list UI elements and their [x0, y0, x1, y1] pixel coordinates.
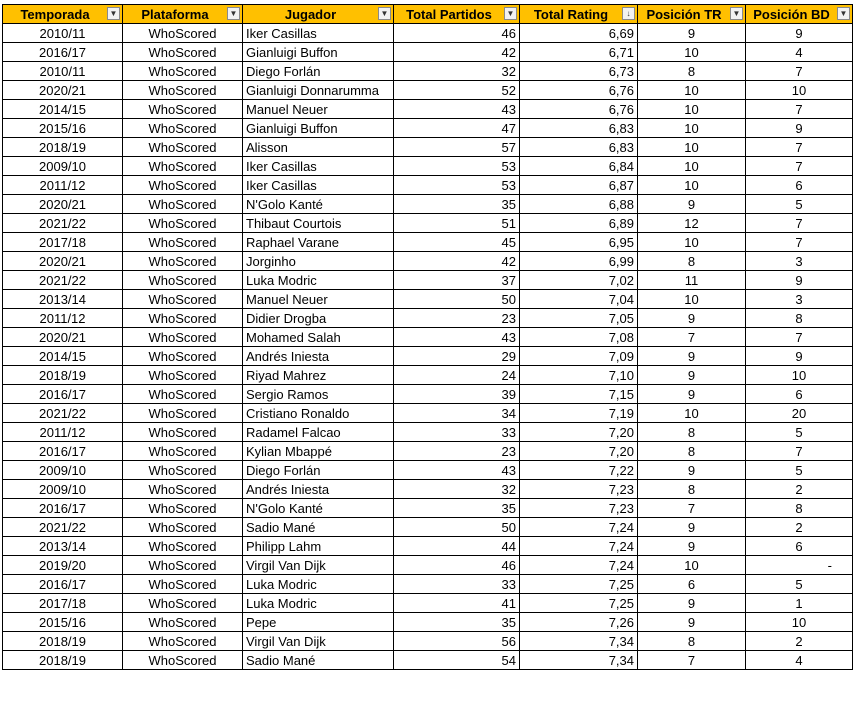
- plataforma-cell[interactable]: WhoScored: [123, 214, 243, 233]
- plataforma-cell[interactable]: WhoScored: [123, 81, 243, 100]
- total-partidos-cell[interactable]: 24: [394, 366, 520, 385]
- plataforma-cell[interactable]: WhoScored: [123, 119, 243, 138]
- table-row: [3, 138, 853, 157]
- table-row: [3, 309, 853, 328]
- plataforma-cell[interactable]: WhoScored: [123, 556, 243, 575]
- table-row: [3, 461, 853, 480]
- temporada-cell[interactable]: 2019/20: [3, 556, 123, 575]
- jugador-cell[interactable]: Pepe: [243, 613, 394, 632]
- total-rating-cell[interactable]: 7,20: [520, 423, 638, 442]
- total-partidos-cell[interactable]: 23: [394, 442, 520, 461]
- filter-dropdown-icon[interactable]: ▼: [378, 7, 391, 20]
- column-header-jugador: [243, 5, 394, 24]
- column-header-label: Posición TR: [646, 6, 722, 22]
- total-partidos-cell[interactable]: 43: [394, 100, 520, 119]
- plataforma-cell[interactable]: WhoScored: [123, 480, 243, 499]
- posicion-bd-cell[interactable]: 9: [746, 24, 853, 43]
- total-partidos-cell[interactable]: 53: [394, 157, 520, 176]
- total-rating-cell[interactable]: 7,04: [520, 290, 638, 309]
- header-row: [3, 5, 853, 24]
- temporada-cell[interactable]: 2016/17: [3, 499, 123, 518]
- posicion-bd-cell[interactable]: 5: [746, 195, 853, 214]
- total-rating-cell[interactable]: 6,83: [520, 119, 638, 138]
- table-row: [3, 518, 853, 537]
- plataforma-cell[interactable]: WhoScored: [123, 157, 243, 176]
- total-rating-cell[interactable]: 7,34: [520, 632, 638, 651]
- temporada-cell[interactable]: 2015/16: [3, 613, 123, 632]
- plataforma-cell[interactable]: WhoScored: [123, 385, 243, 404]
- posicion-tr-cell[interactable]: 9: [638, 195, 746, 214]
- total-partidos-cell[interactable]: 54: [394, 651, 520, 670]
- plataforma-cell[interactable]: WhoScored: [123, 499, 243, 518]
- jugador-cell[interactable]: Philipp Lahm: [243, 537, 394, 556]
- filter-dropdown-icon[interactable]: ▼: [227, 7, 240, 20]
- plataforma-cell[interactable]: WhoScored: [123, 138, 243, 157]
- jugador-cell[interactable]: Diego Forlán: [243, 62, 394, 81]
- posicion-bd-cell[interactable]: 2: [746, 632, 853, 651]
- total-rating-cell[interactable]: 7,25: [520, 575, 638, 594]
- temporada-cell[interactable]: 2009/10: [3, 461, 123, 480]
- temporada-cell[interactable]: 2010/11: [3, 62, 123, 81]
- total-rating-cell[interactable]: 6,83: [520, 138, 638, 157]
- total-partidos-cell[interactable]: 32: [394, 62, 520, 81]
- posicion-tr-cell[interactable]: 10: [638, 233, 746, 252]
- total-rating-cell[interactable]: 7,08: [520, 328, 638, 347]
- total-rating-cell[interactable]: 7,24: [520, 518, 638, 537]
- posicion-bd-cell[interactable]: 5: [746, 575, 853, 594]
- column-header-total-partidos: [394, 5, 520, 24]
- posicion-bd-cell[interactable]: 7: [746, 157, 853, 176]
- temporada-cell[interactable]: 2021/22: [3, 404, 123, 423]
- jugador-cell[interactable]: Alisson: [243, 138, 394, 157]
- plataforma-cell[interactable]: WhoScored: [123, 518, 243, 537]
- jugador-cell[interactable]: Sadio Mané: [243, 518, 394, 537]
- total-partidos-cell[interactable]: 51: [394, 214, 520, 233]
- filter-dropdown-icon[interactable]: ▼: [837, 7, 850, 20]
- jugador-cell[interactable]: Luka Modric: [243, 594, 394, 613]
- table-row: [3, 613, 853, 632]
- plataforma-cell[interactable]: WhoScored: [123, 461, 243, 480]
- posicion-bd-cell[interactable]: 10: [746, 366, 853, 385]
- posicion-bd-cell[interactable]: 6: [746, 176, 853, 195]
- jugador-cell[interactable]: Manuel Neuer: [243, 100, 394, 119]
- plataforma-cell[interactable]: WhoScored: [123, 537, 243, 556]
- posicion-tr-cell[interactable]: 9: [638, 537, 746, 556]
- plataforma-cell[interactable]: WhoScored: [123, 252, 243, 271]
- total-partidos-cell[interactable]: 34: [394, 404, 520, 423]
- total-rating-cell[interactable]: 7,10: [520, 366, 638, 385]
- total-partidos-cell[interactable]: 39: [394, 385, 520, 404]
- total-rating-cell[interactable]: 7,24: [520, 556, 638, 575]
- table-row: [3, 100, 853, 119]
- posicion-bd-cell[interactable]: 7: [746, 233, 853, 252]
- total-rating-cell[interactable]: 7,23: [520, 499, 638, 518]
- total-rating-cell[interactable]: 6,69: [520, 24, 638, 43]
- posicion-bd-cell[interactable]: -: [746, 556, 853, 575]
- plataforma-cell[interactable]: WhoScored: [123, 290, 243, 309]
- jugador-cell[interactable]: Virgil Van Dijk: [243, 632, 394, 651]
- jugador-cell[interactable]: Gianluigi Buffon: [243, 119, 394, 138]
- posicion-tr-cell[interactable]: 9: [638, 461, 746, 480]
- posicion-tr-cell[interactable]: 10: [638, 556, 746, 575]
- temporada-cell[interactable]: 2011/12: [3, 176, 123, 195]
- posicion-bd-cell[interactable]: 6: [746, 385, 853, 404]
- posicion-tr-cell[interactable]: 9: [638, 309, 746, 328]
- table-body: [3, 24, 853, 670]
- posicion-tr-cell[interactable]: 10: [638, 43, 746, 62]
- table-row: [3, 404, 853, 423]
- plataforma-cell[interactable]: WhoScored: [123, 442, 243, 461]
- total-partidos-cell[interactable]: 45: [394, 233, 520, 252]
- table-row: [3, 119, 853, 138]
- table-row: [3, 157, 853, 176]
- total-partidos-cell[interactable]: 44: [394, 537, 520, 556]
- posicion-tr-cell[interactable]: 10: [638, 404, 746, 423]
- posicion-tr-cell[interactable]: 9: [638, 613, 746, 632]
- jugador-cell[interactable]: Iker Casillas: [243, 157, 394, 176]
- jugador-cell[interactable]: Jorginho: [243, 252, 394, 271]
- posicion-bd-cell[interactable]: 3: [746, 290, 853, 309]
- table-row: [3, 347, 853, 366]
- plataforma-cell[interactable]: WhoScored: [123, 632, 243, 651]
- total-rating-cell[interactable]: 6,89: [520, 214, 638, 233]
- posicion-bd-cell[interactable]: 8: [746, 499, 853, 518]
- plataforma-cell[interactable]: WhoScored: [123, 100, 243, 119]
- posicion-tr-cell[interactable]: 7: [638, 499, 746, 518]
- plataforma-cell[interactable]: WhoScored: [123, 43, 243, 62]
- temporada-cell[interactable]: 2016/17: [3, 575, 123, 594]
- plataforma-cell[interactable]: WhoScored: [123, 613, 243, 632]
- total-rating-cell[interactable]: 7,23: [520, 480, 638, 499]
- jugador-cell[interactable]: Andrés Iniesta: [243, 347, 394, 366]
- total-rating-cell[interactable]: 7,09: [520, 347, 638, 366]
- temporada-cell[interactable]: 2010/11: [3, 24, 123, 43]
- total-partidos-cell[interactable]: 43: [394, 328, 520, 347]
- total-partidos-cell[interactable]: 35: [394, 613, 520, 632]
- posicion-bd-cell[interactable]: 7: [746, 100, 853, 119]
- temporada-cell[interactable]: 2020/21: [3, 81, 123, 100]
- jugador-cell[interactable]: Sergio Ramos: [243, 385, 394, 404]
- posicion-tr-cell[interactable]: 8: [638, 423, 746, 442]
- posicion-tr-cell[interactable]: 10: [638, 138, 746, 157]
- total-rating-cell[interactable]: 7,02: [520, 271, 638, 290]
- plataforma-cell[interactable]: WhoScored: [123, 309, 243, 328]
- table-row: [3, 233, 853, 252]
- posicion-tr-cell[interactable]: 8: [638, 480, 746, 499]
- temporada-cell[interactable]: 2018/19: [3, 651, 123, 670]
- jugador-cell[interactable]: Radamel Falcao: [243, 423, 394, 442]
- table-row: [3, 214, 853, 233]
- posicion-tr-cell[interactable]: 9: [638, 24, 746, 43]
- plataforma-cell[interactable]: WhoScored: [123, 404, 243, 423]
- table-row: [3, 594, 853, 613]
- jugador-cell[interactable]: Riyad Mahrez: [243, 366, 394, 385]
- column-header-plataforma: [123, 5, 243, 24]
- posicion-tr-cell[interactable]: 10: [638, 176, 746, 195]
- jugador-cell[interactable]: N'Golo Kanté: [243, 195, 394, 214]
- total-rating-cell[interactable]: 6,95: [520, 233, 638, 252]
- jugador-cell[interactable]: N'Golo Kanté: [243, 499, 394, 518]
- table-row: [3, 537, 853, 556]
- table-row: [3, 252, 853, 271]
- total-partidos-cell[interactable]: 43: [394, 461, 520, 480]
- jugador-cell[interactable]: Diego Forlán: [243, 461, 394, 480]
- posicion-bd-cell[interactable]: 9: [746, 347, 853, 366]
- plataforma-cell[interactable]: WhoScored: [123, 24, 243, 43]
- posicion-bd-cell[interactable]: 10: [746, 81, 853, 100]
- temporada-cell[interactable]: 2017/18: [3, 233, 123, 252]
- table-row: [3, 195, 853, 214]
- posicion-bd-cell[interactable]: 1: [746, 594, 853, 613]
- total-rating-cell[interactable]: 7,24: [520, 537, 638, 556]
- posicion-bd-cell[interactable]: 3: [746, 252, 853, 271]
- total-partidos-cell[interactable]: 50: [394, 290, 520, 309]
- temporada-cell[interactable]: 2013/14: [3, 290, 123, 309]
- plataforma-cell[interactable]: WhoScored: [123, 423, 243, 442]
- posicion-bd-cell[interactable]: 4: [746, 43, 853, 62]
- posicion-tr-cell[interactable]: 8: [638, 62, 746, 81]
- total-partidos-cell[interactable]: 33: [394, 423, 520, 442]
- plataforma-cell[interactable]: WhoScored: [123, 176, 243, 195]
- posicion-bd-cell[interactable]: 9: [746, 119, 853, 138]
- table-row: [3, 366, 853, 385]
- jugador-cell[interactable]: Virgil Van Dijk: [243, 556, 394, 575]
- posicion-bd-cell[interactable]: 7: [746, 328, 853, 347]
- column-header-posicion-bd: [746, 5, 853, 24]
- table-row: [3, 575, 853, 594]
- posicion-tr-cell[interactable]: 9: [638, 347, 746, 366]
- table-row: [3, 480, 853, 499]
- plataforma-cell[interactable]: WhoScored: [123, 366, 243, 385]
- jugador-cell[interactable]: Gianluigi Buffon: [243, 43, 394, 62]
- total-rating-cell[interactable]: 7,22: [520, 461, 638, 480]
- total-partidos-cell[interactable]: 41: [394, 594, 520, 613]
- total-partidos-cell[interactable]: 35: [394, 195, 520, 214]
- total-partidos-cell[interactable]: 52: [394, 81, 520, 100]
- plataforma-cell[interactable]: WhoScored: [123, 233, 243, 252]
- table-row: [3, 442, 853, 461]
- posicion-bd-cell[interactable]: 5: [746, 461, 853, 480]
- table-row: [3, 423, 853, 442]
- plataforma-cell[interactable]: WhoScored: [123, 62, 243, 81]
- posicion-tr-cell[interactable]: 11: [638, 271, 746, 290]
- jugador-cell[interactable]: Sadio Mané: [243, 651, 394, 670]
- posicion-tr-cell[interactable]: 12: [638, 214, 746, 233]
- ratings-table: [2, 4, 853, 670]
- total-partidos-cell[interactable]: 35: [394, 499, 520, 518]
- total-partidos-cell[interactable]: 46: [394, 24, 520, 43]
- table-row: [3, 24, 853, 43]
- plataforma-cell[interactable]: WhoScored: [123, 347, 243, 366]
- column-header-label: Jugador: [284, 6, 337, 22]
- jugador-cell[interactable]: Manuel Neuer: [243, 290, 394, 309]
- total-partidos-cell[interactable]: 46: [394, 556, 520, 575]
- total-partidos-cell[interactable]: 33: [394, 575, 520, 594]
- jugador-cell[interactable]: Iker Casillas: [243, 176, 394, 195]
- posicion-bd-cell[interactable]: 10: [746, 613, 853, 632]
- filter-dropdown-icon[interactable]: ▼: [107, 7, 120, 20]
- posicion-bd-cell[interactable]: 2: [746, 518, 853, 537]
- column-header-label: Plataforma: [141, 6, 209, 22]
- table-row: [3, 499, 853, 518]
- temporada-cell[interactable]: 2014/15: [3, 347, 123, 366]
- column-header-temporada: [3, 5, 123, 24]
- temporada-cell[interactable]: 2016/17: [3, 442, 123, 461]
- temporada-cell[interactable]: 2016/17: [3, 43, 123, 62]
- posicion-bd-cell[interactable]: 7: [746, 62, 853, 81]
- plataforma-cell[interactable]: WhoScored: [123, 271, 243, 290]
- temporada-cell[interactable]: 2009/10: [3, 480, 123, 499]
- posicion-tr-cell[interactable]: 8: [638, 252, 746, 271]
- table-row: [3, 271, 853, 290]
- total-partidos-cell[interactable]: 47: [394, 119, 520, 138]
- posicion-tr-cell[interactable]: 10: [638, 290, 746, 309]
- posicion-tr-cell[interactable]: 10: [638, 157, 746, 176]
- temporada-cell[interactable]: 2009/10: [3, 157, 123, 176]
- temporada-cell[interactable]: 2021/22: [3, 271, 123, 290]
- table-row: [3, 176, 853, 195]
- total-rating-cell[interactable]: 6,99: [520, 252, 638, 271]
- posicion-bd-cell[interactable]: 2: [746, 480, 853, 499]
- column-header-label: Total Rating: [533, 6, 609, 22]
- total-rating-cell[interactable]: 7,26: [520, 613, 638, 632]
- total-partidos-cell[interactable]: 57: [394, 138, 520, 157]
- temporada-cell[interactable]: 2017/18: [3, 594, 123, 613]
- total-rating-cell[interactable]: 6,76: [520, 100, 638, 119]
- jugador-cell[interactable]: Gianluigi Donnarumma: [243, 81, 394, 100]
- posicion-tr-cell[interactable]: 9: [638, 518, 746, 537]
- jugador-cell[interactable]: Didier Drogba: [243, 309, 394, 328]
- total-partidos-cell[interactable]: 32: [394, 480, 520, 499]
- posicion-tr-cell[interactable]: 7: [638, 651, 746, 670]
- temporada-cell[interactable]: 2016/17: [3, 385, 123, 404]
- total-rating-cell[interactable]: 7,34: [520, 651, 638, 670]
- jugador-cell[interactable]: Raphael Varane: [243, 233, 394, 252]
- table-row: [3, 81, 853, 100]
- total-partidos-cell[interactable]: 53: [394, 176, 520, 195]
- posicion-tr-cell[interactable]: 7: [638, 328, 746, 347]
- temporada-cell[interactable]: 2018/19: [3, 632, 123, 651]
- jugador-cell[interactable]: Iker Casillas: [243, 24, 394, 43]
- posicion-bd-cell[interactable]: 8: [746, 309, 853, 328]
- total-partidos-cell[interactable]: 42: [394, 43, 520, 62]
- table-row: [3, 328, 853, 347]
- jugador-cell[interactable]: Kylian Mbappé: [243, 442, 394, 461]
- table-row: [3, 556, 853, 575]
- jugador-cell[interactable]: Mohamed Salah: [243, 328, 394, 347]
- total-rating-cell[interactable]: 6,73: [520, 62, 638, 81]
- table-row: [3, 385, 853, 404]
- table-row: [3, 62, 853, 81]
- posicion-bd-cell[interactable]: 20: [746, 404, 853, 423]
- filter-dropdown-icon[interactable]: ▼: [730, 7, 743, 20]
- posicion-bd-cell[interactable]: 6: [746, 537, 853, 556]
- total-partidos-cell[interactable]: 50: [394, 518, 520, 537]
- temporada-cell[interactable]: 2021/22: [3, 214, 123, 233]
- total-partidos-cell[interactable]: 37: [394, 271, 520, 290]
- temporada-cell[interactable]: 2020/21: [3, 328, 123, 347]
- sort-ascending-filter-icon[interactable]: ↓: [622, 7, 635, 20]
- total-rating-cell[interactable]: 6,87: [520, 176, 638, 195]
- posicion-bd-cell[interactable]: 9: [746, 271, 853, 290]
- total-rating-cell[interactable]: 6,84: [520, 157, 638, 176]
- temporada-cell[interactable]: 2015/16: [3, 119, 123, 138]
- total-partidos-cell[interactable]: 56: [394, 632, 520, 651]
- table-row: [3, 632, 853, 651]
- posicion-tr-cell[interactable]: 10: [638, 100, 746, 119]
- posicion-bd-cell[interactable]: 4: [746, 651, 853, 670]
- plataforma-cell[interactable]: WhoScored: [123, 575, 243, 594]
- posicion-tr-cell[interactable]: 8: [638, 442, 746, 461]
- total-rating-cell[interactable]: 7,15: [520, 385, 638, 404]
- temporada-cell[interactable]: 2011/12: [3, 309, 123, 328]
- posicion-bd-cell[interactable]: 7: [746, 214, 853, 233]
- posicion-tr-cell[interactable]: 10: [638, 119, 746, 138]
- temporada-cell[interactable]: 2020/21: [3, 195, 123, 214]
- column-header-label: Temporada: [20, 6, 90, 22]
- table-row: [3, 290, 853, 309]
- posicion-tr-cell[interactable]: 9: [638, 385, 746, 404]
- total-rating-cell[interactable]: 7,05: [520, 309, 638, 328]
- posicion-tr-cell[interactable]: 9: [638, 366, 746, 385]
- plataforma-cell[interactable]: WhoScored: [123, 594, 243, 613]
- total-partidos-cell[interactable]: 29: [394, 347, 520, 366]
- temporada-cell[interactable]: 2011/12: [3, 423, 123, 442]
- total-rating-cell[interactable]: 7,20: [520, 442, 638, 461]
- jugador-cell[interactable]: Luka Modric: [243, 575, 394, 594]
- temporada-cell[interactable]: 2018/19: [3, 138, 123, 157]
- posicion-bd-cell[interactable]: 7: [746, 442, 853, 461]
- posicion-tr-cell[interactable]: 10: [638, 81, 746, 100]
- filter-dropdown-icon[interactable]: ▼: [504, 7, 517, 20]
- plataforma-cell[interactable]: WhoScored: [123, 328, 243, 347]
- posicion-bd-cell[interactable]: 5: [746, 423, 853, 442]
- total-rating-cell[interactable]: 6,76: [520, 81, 638, 100]
- total-rating-cell[interactable]: 7,19: [520, 404, 638, 423]
- table-row: [3, 651, 853, 670]
- temporada-cell[interactable]: 2020/21: [3, 252, 123, 271]
- column-header-label: Posición BD: [753, 6, 830, 22]
- jugador-cell[interactable]: Thibaut Courtois: [243, 214, 394, 233]
- posicion-bd-cell[interactable]: 7: [746, 138, 853, 157]
- plataforma-cell[interactable]: WhoScored: [123, 651, 243, 670]
- total-rating-cell[interactable]: 6,88: [520, 195, 638, 214]
- column-header-posicion-tr: [638, 5, 746, 24]
- temporada-cell[interactable]: 2021/22: [3, 518, 123, 537]
- posicion-tr-cell[interactable]: 9: [638, 594, 746, 613]
- jugador-cell[interactable]: Luka Modric: [243, 271, 394, 290]
- column-header-total-rating: [520, 5, 638, 24]
- total-partidos-cell[interactable]: 42: [394, 252, 520, 271]
- posicion-tr-cell[interactable]: 8: [638, 632, 746, 651]
- column-header-label: Total Partidos: [406, 6, 492, 22]
- temporada-cell[interactable]: 2014/15: [3, 100, 123, 119]
- temporada-cell[interactable]: 2013/14: [3, 537, 123, 556]
- total-partidos-cell[interactable]: 23: [394, 309, 520, 328]
- plataforma-cell[interactable]: WhoScored: [123, 195, 243, 214]
- table-row: [3, 43, 853, 62]
- total-rating-cell[interactable]: 6,71: [520, 43, 638, 62]
- jugador-cell[interactable]: Cristiano Ronaldo: [243, 404, 394, 423]
- jugador-cell[interactable]: Andrés Iniesta: [243, 480, 394, 499]
- posicion-tr-cell[interactable]: 6: [638, 575, 746, 594]
- temporada-cell[interactable]: 2018/19: [3, 366, 123, 385]
- total-rating-cell[interactable]: 7,25: [520, 594, 638, 613]
